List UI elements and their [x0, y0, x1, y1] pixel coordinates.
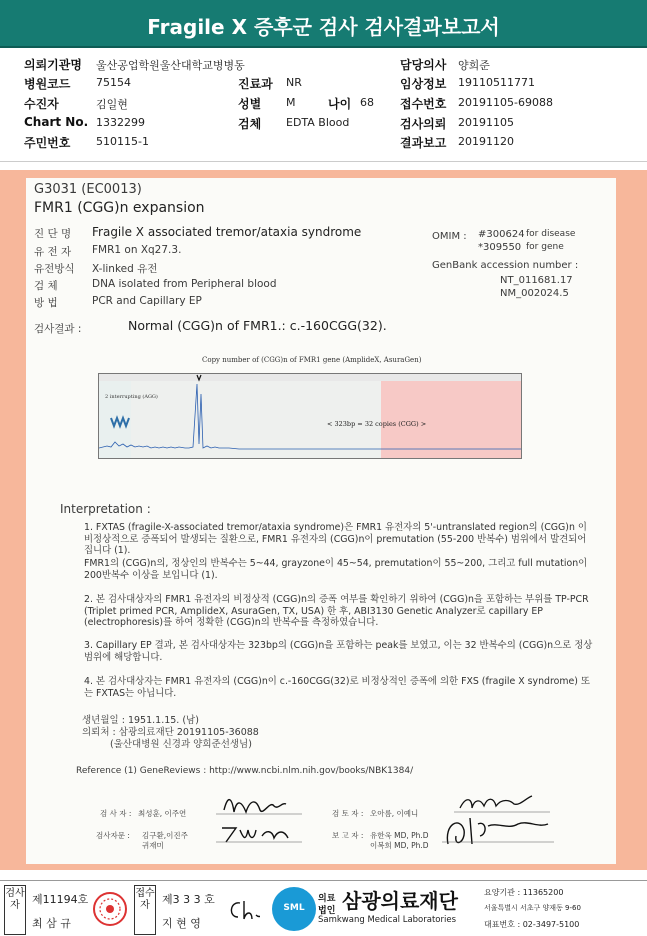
specimen-type-label: 검 체: [34, 280, 58, 292]
interpretation-heading: Interpretation :: [60, 502, 151, 516]
receiver-signature: [226, 895, 260, 925]
receipt-no-value: 20191105-69088: [458, 96, 553, 109]
omim-gene: *309550: [478, 242, 522, 253]
sex-label: 성별: [238, 97, 262, 111]
chart-title: Copy number of (CGG)n of FMR1 gene (AmplideX, AsuraGen): [202, 356, 422, 364]
interpretation-p2: 2. 본 검사대상자의 FMR1 유전자의 비정상적 (CGG)n의 증폭 여부를 확인하기 위하여 (CGG)n을 포함하는 부위를 TP-PCR (Triplet primed PCR, AmplideX, AsuraGen, TX, USA) 한 후, ABI3130 Genetic Analyzer로 capillary EP (electrophoresis)를 하여 정확한 (CGG)n의 반복수를 측정하였습니다.: [84, 594, 589, 629]
hospital-code-value: 75154: [96, 76, 131, 89]
patient-info-panel: [0, 50, 647, 162]
reporter-name: 유한욱 MD, Ph.D: [370, 831, 429, 840]
chart-no-value: 1332299: [96, 116, 145, 129]
scanned-report: [0, 170, 647, 870]
interpretation-p3: 3. Capillary EP 결과, 본 검사대상자는 323bp의 (CGG)n을 포함하는 peak를 보였고, 이는 32 반복수의 (CGG)n으로 정상범위에 해당합니다.: [84, 640, 593, 663]
reporter2-name: 이복희 MD, Ph.D: [370, 841, 429, 850]
age-label: 나이: [328, 97, 352, 111]
receiver-license: 제3 3 3 호: [162, 893, 215, 906]
report-paper: [26, 178, 616, 864]
institution-label: 의뢰기관명: [24, 58, 82, 72]
org-name: 삼광의료재단: [342, 889, 458, 913]
patient-value: 김일현: [96, 98, 128, 111]
plot-ruler: [99, 374, 522, 381]
chart-annotation-peak: < 323bp = 32 copies (CGG) >: [327, 420, 427, 428]
patient-dob: 생년월일 : 1951.1.15. (남): [82, 715, 199, 726]
org-prefix-1: 의료: [318, 894, 336, 904]
org-logo: [272, 887, 316, 931]
gene-label: 유 전 자: [34, 246, 72, 258]
receiver-name: 지 현 영: [162, 917, 201, 930]
org-logo-text: SML: [283, 903, 305, 913]
reviewer-names: 오아름, 이예니: [370, 809, 419, 818]
reviewer-label: 검 토 자 :: [332, 809, 364, 818]
genbank-label: GenBank accession number :: [432, 260, 579, 271]
requester-detail: (울산대병원 신경과 양희준선생님): [110, 739, 252, 750]
org-code: 요양기관 : 11365200: [484, 888, 564, 897]
electropherogram-plot: [99, 374, 522, 459]
requester: 의뢰처 : 삼광의료재단 20191105-36088: [82, 727, 259, 738]
report-title: Fragile X 증후군 검사 검사결과보고서: [0, 0, 647, 48]
footer: [0, 880, 647, 936]
patient-label: 수진자: [24, 97, 59, 111]
sex-value: M: [286, 96, 296, 109]
genbank-accession-2: NM_002024.5: [500, 288, 569, 299]
tester-label: 검 사 자 :: [100, 809, 132, 818]
age-value: 68: [360, 96, 374, 109]
reporter-signature: [438, 814, 558, 854]
chart-no-label: Chart No.: [24, 115, 89, 129]
inspector-license: 제11194호: [32, 893, 89, 906]
reviewer-signature: [454, 792, 554, 816]
tester2-label: 검사자문 :: [96, 831, 130, 840]
specimen-type-value: DNA isolated from Peripheral blood: [92, 278, 277, 290]
diagnosis-value: Fragile X associated tremor/ataxia syndrome: [92, 225, 362, 239]
inspector-box-label: 검사자: [4, 885, 26, 935]
region-low: [99, 381, 131, 459]
omim-disease-note: for disease: [526, 229, 576, 239]
clinical-info-label: 임상정보: [400, 77, 447, 91]
dept-label: 진료과: [238, 77, 273, 91]
electropherogram: [98, 373, 522, 459]
inspector-seal: [92, 891, 128, 927]
report-date-label: 결과보고: [400, 136, 447, 150]
doctor-label: 담당의사: [400, 58, 447, 72]
org-prefix-2: 법인: [318, 906, 336, 916]
hospital-code-label: 병원코드: [24, 77, 71, 91]
request-date-label: 검사의뢰: [400, 117, 447, 131]
genbank-accession-1: NT_011681.17: [500, 275, 573, 286]
omim-gene-note: for gene: [526, 242, 564, 252]
interpretation-p4: 4. 본 검사대상자는 FMR1 유전자의 (CGG)n이 c.-160CGG(32)로 비정상적인 증폭에 의한 FXS (fragile X syndrome) 또는 FXTAS는 아닙니다.: [84, 676, 590, 699]
gene-value: FMR1 on Xq27.3.: [92, 244, 182, 256]
tester2-signature: [216, 818, 306, 848]
test-name: FMR1 (CGG)n expansion: [34, 200, 205, 216]
tester2-names: 김구환,이진주: [142, 831, 188, 840]
result-label: 검사결과 :: [34, 323, 82, 335]
org-english-name: Samkwang Medical Laboratories: [318, 915, 457, 925]
receipt-no-label: 접수번호: [400, 97, 447, 111]
inheritance-value: X-linked 유전: [92, 263, 158, 275]
method-label: 방 법: [34, 297, 58, 309]
resident-no-label: 주민번호: [24, 136, 71, 150]
result-value: Normal (CGG)n of FMR1.: c.-160CGG(32).: [128, 318, 387, 333]
method-value: PCR and Capillary EP: [92, 295, 202, 307]
tester-signature: [216, 790, 306, 818]
specimen-label: 검체: [238, 117, 262, 131]
test-code: G3031 (EC0013): [34, 182, 142, 197]
tester-names: 최성훈, 이주연: [138, 809, 187, 818]
doctor-value: 양희준: [458, 59, 490, 72]
omim-label: OMIM :: [432, 231, 467, 242]
resident-no-value: 510115-1: [96, 135, 149, 148]
reference: Reference (1) GeneReviews : http://www.ncbi.nlm.nih.gov/books/NBK1384/: [76, 766, 414, 776]
org-address: 서울특별시 서초구 양재동 9-60: [484, 904, 581, 912]
interpretation-p1b: FMR1의 (CGG)n의, 정상인의 반복수는 5~44, grayzone이 45~54, premutation이 55~200, 그리고 full mutation이 200반복수 이상을 보입니다 (1).: [84, 558, 588, 581]
report-date-value: 20191120: [458, 135, 514, 148]
omim-disease: #300624: [478, 229, 525, 240]
reporter-label: 보 고 자 :: [332, 831, 364, 840]
specimen-value: EDTA Blood: [286, 116, 350, 129]
chart-annotation-interrupting: 2 interrupting (AGG): [105, 394, 158, 400]
tester2-names-b: 귀재미: [142, 841, 164, 850]
inheritance-label: 유전방식: [34, 263, 75, 275]
interpretation-p1: 1. FXTAS (fragile-X-associated tremor/ataxia syndrome)은 FMR1 유전자의 5'-untranslated region의 (CGG)n 이 비정상적으로 증폭되어 발생되는 질환으로, FMR1 유전자의 (CGG)n이 premutation (55-200 반복수) 범위에서 발견되어집니다 (1).: [84, 522, 587, 557]
clinical-info-value: 19110511771: [458, 76, 535, 89]
diagnosis-label: 진 단 명: [34, 228, 72, 240]
request-date-value: 20191105: [458, 116, 514, 129]
dept-value: NR: [286, 76, 302, 89]
inspector-name: 최 삼 규: [32, 917, 71, 930]
receiver-box-label: 접수자: [134, 885, 156, 935]
org-phone: 대표번호 : 02-3497-5100: [484, 920, 580, 929]
institution-value: 울산공업학원울산대학교병병동: [96, 59, 245, 72]
